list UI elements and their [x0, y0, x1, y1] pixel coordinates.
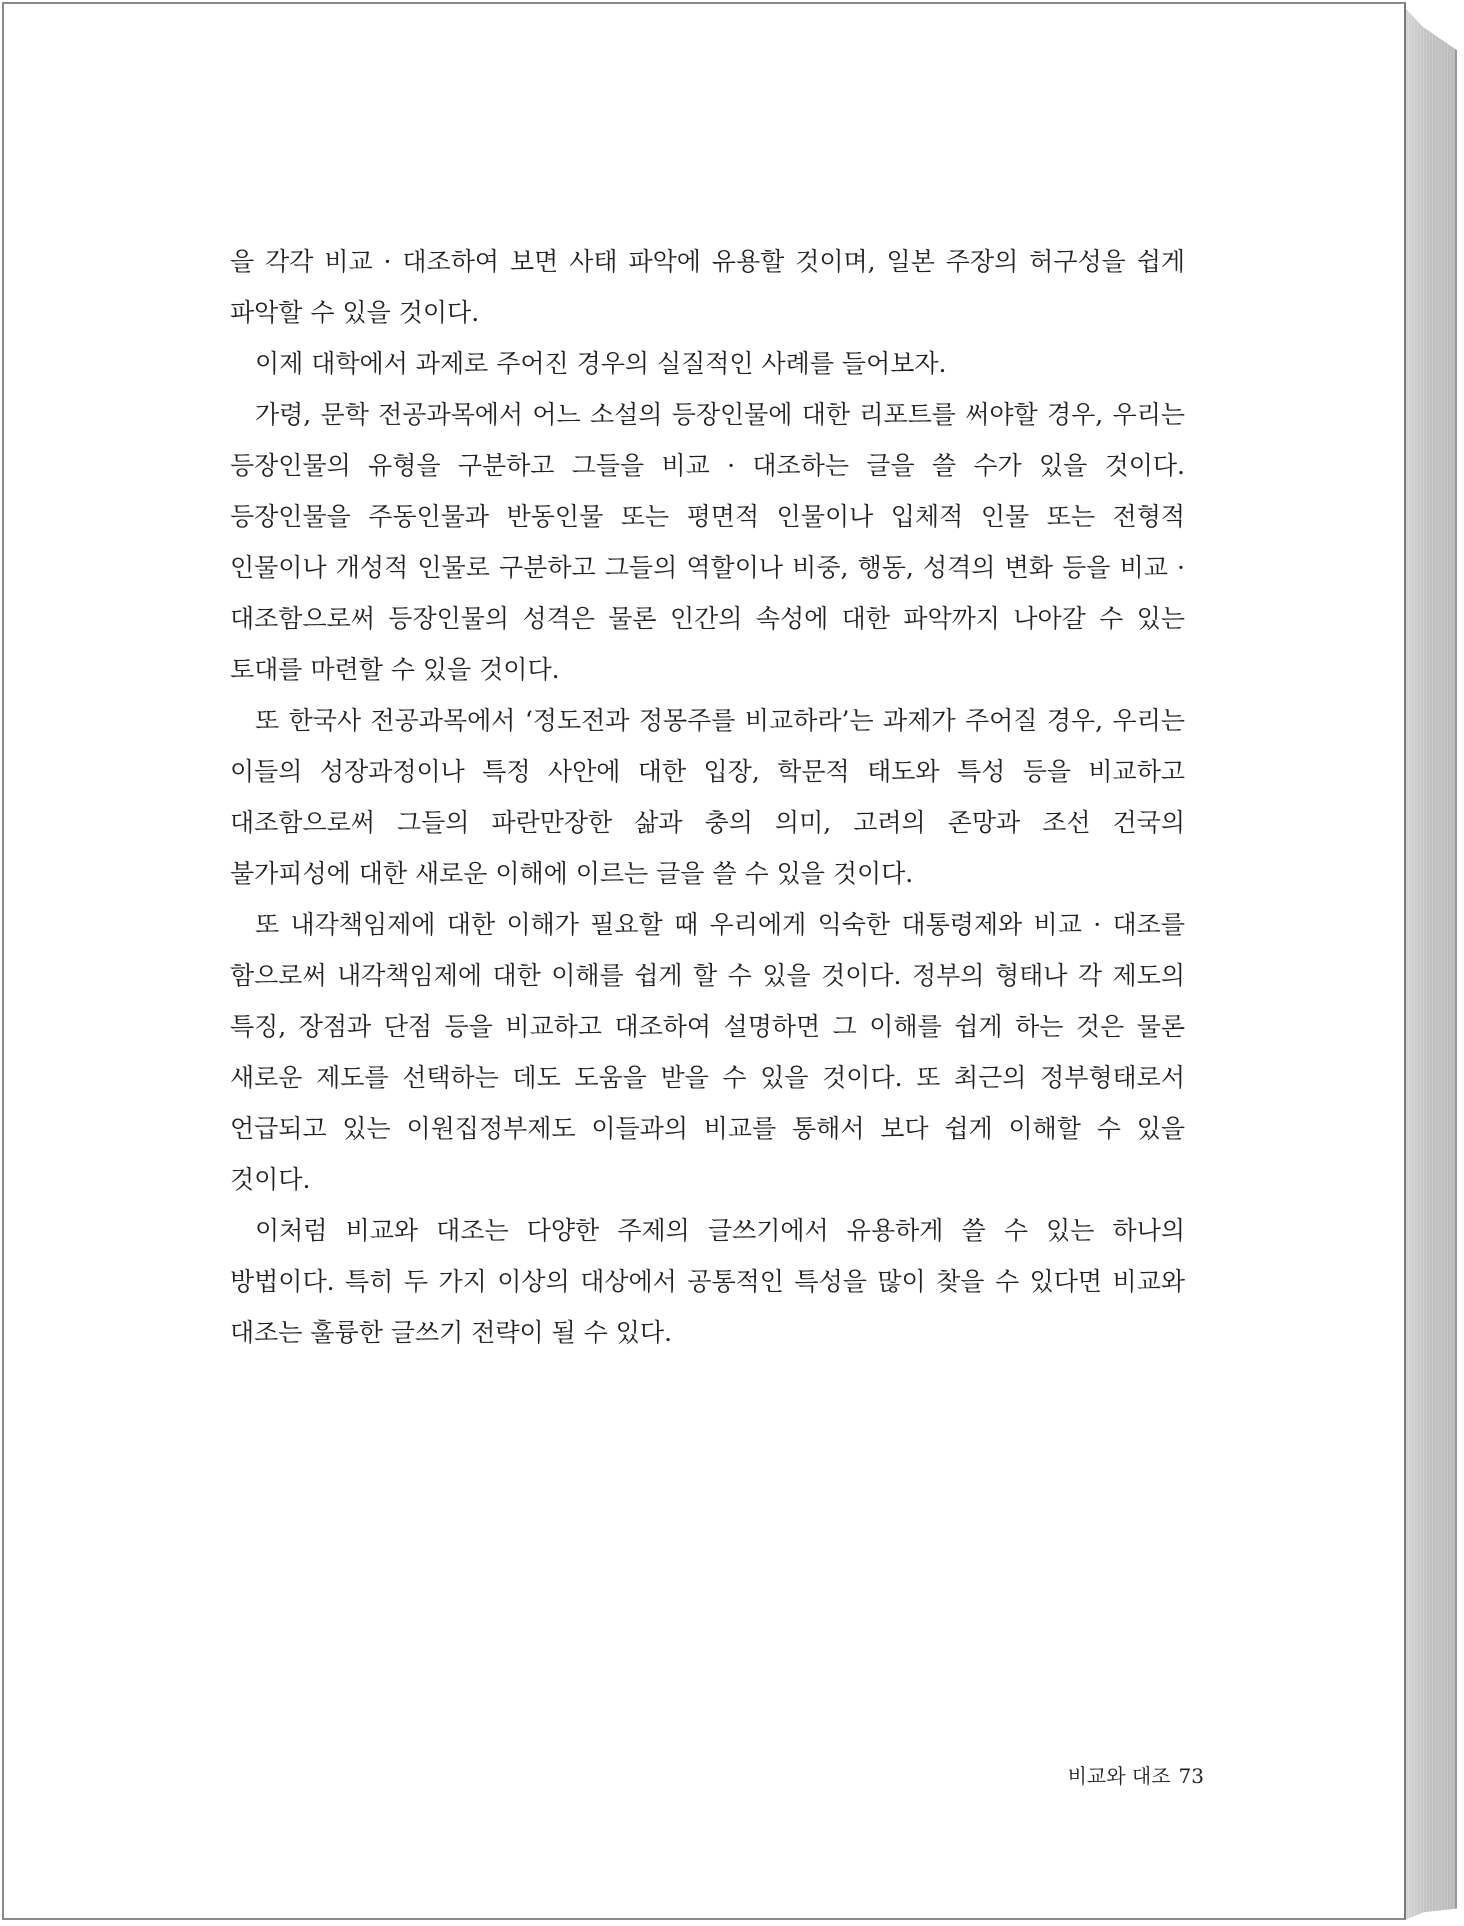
page-footer [1024, 1760, 1204, 1789]
running-title: 비교와 대조 [1067, 1764, 1171, 1788]
book-page [2, 2, 1406, 1920]
paragraph: 또 한국사 전공과목에서 ‘정도전과 정몽주를 비교하라’는 과제가 주어질 경우, 우리는 이들의 성장과정이나 특정 사안에 대한 입장, 학문적 태도와 특성 등을 비교하고 대조함으로써 그들의 파란만장한 삶과 충의 의미, 고려의 존망과 조선 건국의 불가피성에 대한 새로운 이해에 이르는 글을 쓸 수 있을 것이다. [230, 706, 1185, 888]
page-number: 73 [1178, 1764, 1204, 1788]
paragraph: 이처럼 비교와 대조는 다양한 주제의 글쓰기에서 유용하게 쓸 수 있는 하나의 방법이다. 특히 두 가지 이상의 대상에서 공통적인 특성을 많이 찾을 수 있다면 비교와 대조는 훌륭한 글쓰기 전략이 될 수 있다. [230, 1216, 1185, 1347]
paragraph: 또 내각책임제에 대한 이해가 필요할 때 우리에게 익숙한 대통령제와 비교 · 대조를 함으로써 내각책임제에 대한 이해를 쉽게 할 수 있을 것이다. 정부의 형태나 각 제도의 특징, 장점과 단점 등을 비교하고 대조하여 설명하면 그 이해를 쉽게 하는 것은 물론 새로운 제도를 선택하는 데도 도움을 받을 수 있을 것이다. 또 최근의 정부형태로서 언급되고 있는 이원집정부제도 이들과의 비교를 통해서 보다 쉽게 이해할 수 있을 것이다. [230, 910, 1185, 1194]
paragraph: 이제 대학에서 과제로 주어진 경우의 실질적인 사례를 들어보자. [255, 349, 947, 378]
page-stack-edge [1405, 8, 1457, 1920]
paragraph: 가령, 문학 전공과목에서 어느 소설의 등장인물에 대한 리포트를 써야할 경우, 우리는 등장인물의 유형을 구분하고 그들을 비교 · 대조하는 글을 쓸 수가 있을 것이다. 등장인물을 주동인물과 반동인물 또는 평면적 인물이나 입체적 인물 또는 전형적 인물이나 개성적 인물로 구분하고 그들의 역할이나 비중, 행동, 성격의 변화 등을 비교 · 대조함으로써 등장인물의 성격은 물론 인간의 속성에 대한 파악까지 나아갈 수 있는 토대를 마련할 수 있을 것이다. [230, 400, 1185, 684]
body-text [230, 236, 1185, 1358]
paragraph: 을 각각 비교 · 대조하여 보면 사태 파악에 유용할 것이며, 일본 주장의 허구성을 쉽게 파악할 수 있을 것이다. [230, 247, 1185, 327]
